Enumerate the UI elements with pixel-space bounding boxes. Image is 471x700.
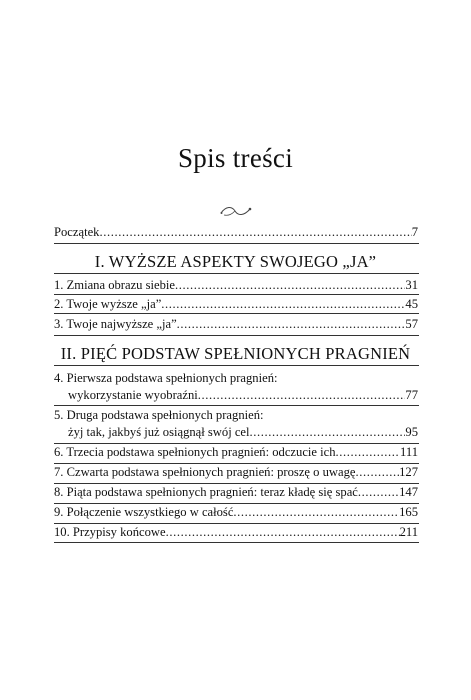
entry-text: wykorzystanie wyobraźni (68, 388, 198, 402)
entry-page: 147 (399, 485, 418, 499)
entry-text: 9. Połączenie wszystkiego w całość (54, 505, 234, 519)
entry-text: 7. Czwarta podstawa spełnionych pragnień: proszę o uwagę (54, 465, 356, 479)
leader-dots (161, 296, 405, 312)
leader-dots (99, 224, 411, 240)
toc-entry (54, 296, 418, 312)
toc-entry-line: 5. Druga podstawa spełnionych pragnień: (54, 408, 264, 422)
divider (54, 542, 419, 543)
leader-dots (336, 444, 401, 460)
leader-dots (175, 277, 405, 293)
divider (54, 405, 419, 406)
divider (54, 294, 419, 295)
entry-text: 10. Przypisy końcowe (54, 525, 166, 539)
entry-text: 3. Twoje najwyższe „ja” (54, 317, 177, 331)
divider (54, 313, 419, 314)
entry-page: 7 (411, 225, 418, 239)
divider (54, 273, 419, 274)
leader-dots (250, 424, 406, 440)
toc-entry-start (54, 224, 418, 240)
toc-entry (54, 316, 418, 332)
divider (54, 335, 419, 336)
entry-text: żyj tak, jakbyś już osiągnął swój cel (68, 425, 250, 439)
leader-dots (177, 316, 406, 332)
leader-dots (166, 524, 400, 540)
entry-page: 77 (405, 388, 418, 402)
divider (54, 365, 419, 366)
toc-entry (54, 484, 418, 500)
entry-page: 31 (405, 278, 418, 292)
entry-text: 6. Trzecia podstawa spełnionych pragnień: odczucie ich (54, 445, 336, 459)
entry-page: 127 (399, 465, 418, 479)
ornament-icon (219, 204, 253, 218)
entry-page: 165 (399, 505, 418, 519)
leader-dots (233, 504, 399, 520)
toc-entry (54, 444, 418, 460)
toc-entry (68, 387, 418, 403)
toc-entry-line: 4. Pierwsza podstawa spełnionych pragnień: (54, 371, 278, 385)
toc-entry (54, 277, 418, 293)
entry-page: 111 (400, 445, 418, 459)
toc-entry (54, 504, 418, 520)
entry-text: Początek (54, 225, 100, 239)
section-heading-2: II. PIĘĆ PODSTAW SPEŁNIONYCH PRAGNIEŃ (60, 344, 411, 363)
entry-text: 8. Piąta podstawa spełnionych pragnień: teraz kładę się spać (54, 485, 358, 499)
toc-entry (68, 424, 418, 440)
entry-page: 211 (399, 525, 418, 539)
leader-dots (358, 484, 399, 500)
toc-entry (54, 464, 418, 480)
entry-page: 57 (405, 317, 418, 331)
entry-page: 95 (405, 425, 418, 439)
entry-text: 1. Zmiana obrazu siebie (54, 278, 175, 292)
entry-text: 2. Twoje wyższe „ja” (54, 297, 162, 311)
leader-dots (198, 387, 406, 403)
section-heading-1: I. WYŻSZE ASPEKTY SWOJEGO „JA” (94, 252, 377, 271)
leader-dots (355, 464, 399, 480)
divider (54, 243, 419, 244)
toc-entry (54, 524, 418, 540)
entry-page: 45 (405, 297, 418, 311)
toc-title: Spis treści (177, 143, 294, 173)
